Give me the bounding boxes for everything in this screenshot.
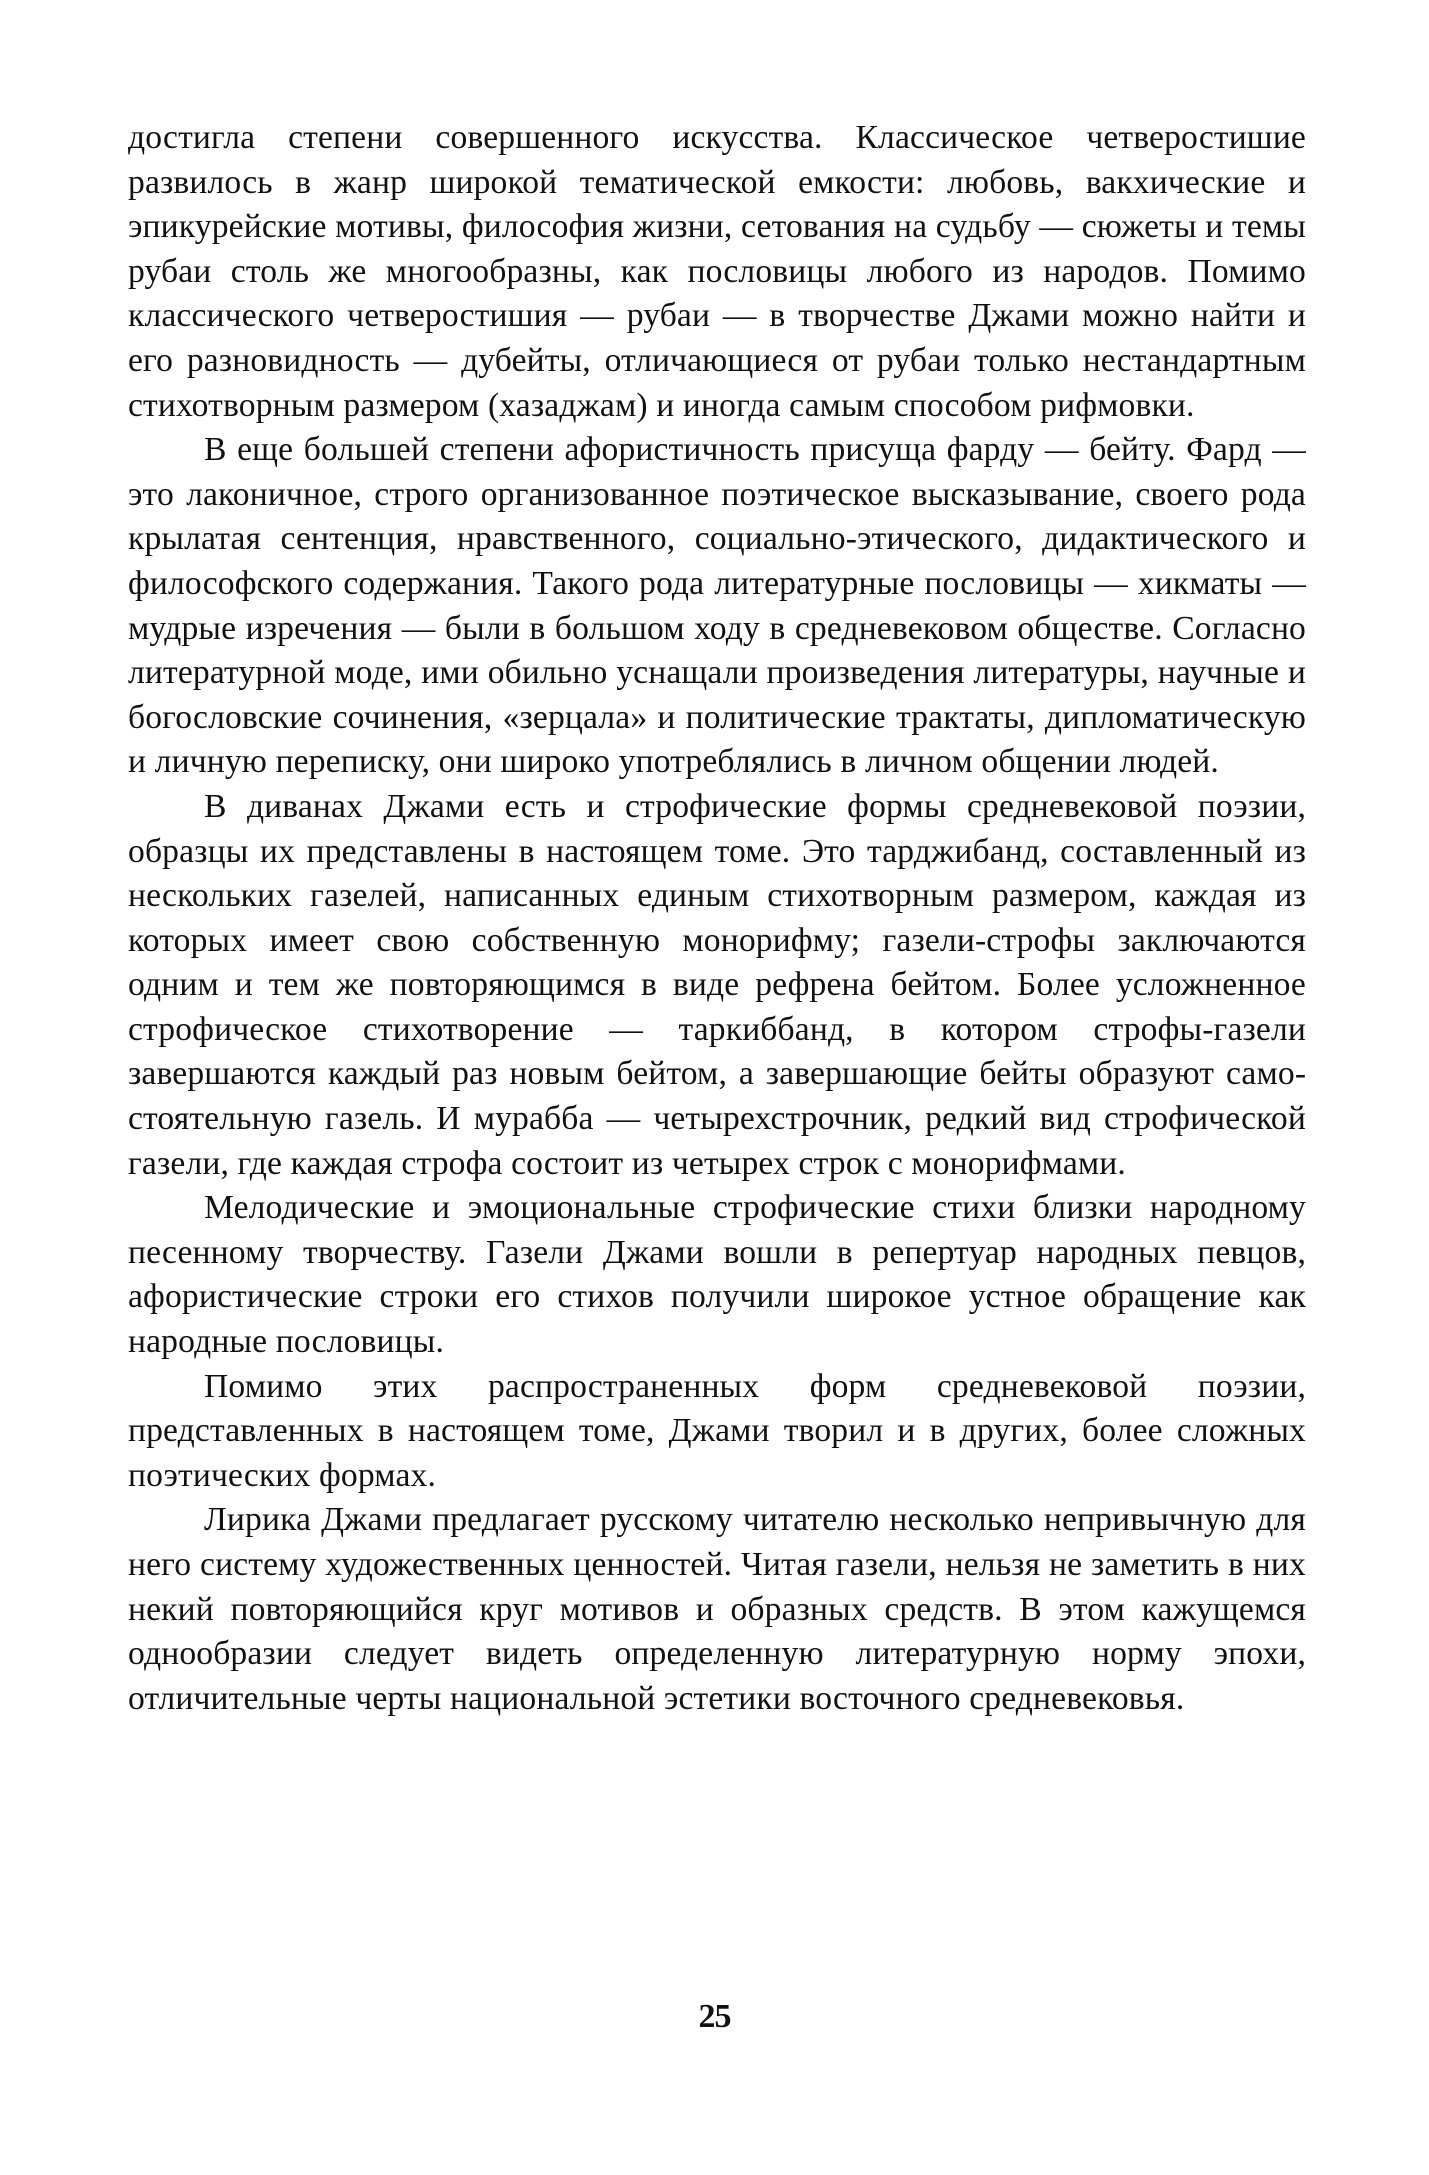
paragraph-strophic-forms: В диванах Джами есть и строфические формы средневековой поэзии, образцы их представлены в настоящем томе. Это тарджибанд, составленный из нескольких газелей, написанных единым стихотворным размером, каждая из которых имеет свою собственную монорифму; газели-строфы заключаются одним и тем же повторяющимся в виде рефрена бейтом. Более усложненное строфическое стихотворение — таркиббанд, в котором строфы-газели завершаются каждый раз новым бейтом, а завершающие бейты образуют самостоятельную газель. И мурабба — четырехстрочник, редкий вид строфической газели, где каждая строфа состоит из четырех строк с монорифмами. [128,787,1306,1182]
paragraph-lyrics: Лирика Джами предлагает русскому читателю несколько непривычную для него систему художественных ценностей. Читая газели, нельзя не заметить в них некий повторяющийся круг мотивов и образных средств. В этом кажущемся однообразии следует видеть определенную литературную норму эпохи, отличительные черты национальной эстетики восточного средневековья. [128,1501,1306,1717]
paragraph-fard: В еще большей степени афористичность присуща фарду — бейту. Фард — это лаконичное, строго организованное поэтическое высказывание, своего рода крылатая сентенция, нравственного, социально-этического, дидактического и философского содержания. Такого рода литературные пословицы — хикматы — мудрые изречения — были в большом ходу в средневековом обществе. Согласно литературной моде, ими обильно уснащали произведения литературы, научные и богословские сочинения, «зерцала» и политические трактаты, дипломатическую и личную переписку, они широко употреблялись в личном общении людей. [128,431,1306,781]
paragraph-melodic-verses: Мелодические и эмоциональные строфические стихи близки народному песенному творчеству. Газели Джами вошли в репертуар народных певцов, афористические строки его стихов получили широкое устное обращение как народные пословицы. [128,1189,1306,1361]
paragraph-other-forms: Помимо этих распространенных форм средневековой поэзии, представленных в настоящем томе, Джами творил и в других, более сложных поэтических формах. [128,1367,1306,1494]
page-number: 25 [698,1998,731,2035]
page-text [128,116,1306,1721]
paragraph-continuation: достигла степени совершенного искусства. Классическое четверостишие развилось в жанр широкой тематической емкости: любовь, вакхические и эпикурейские мотивы, философия жизни, сетования на судьбу — сюжеты и темы рубаи столь же многообразны, как пословицы любого из народов. Помимо классического четверостишия — рубаи — в творчестве Джами можно найти и его разновидность — дубейты, отличающиеся от рубаи только нестандартным стихотворным размером (хазаджам) и иногда самым способом рифмовки. [128,119,1306,424]
